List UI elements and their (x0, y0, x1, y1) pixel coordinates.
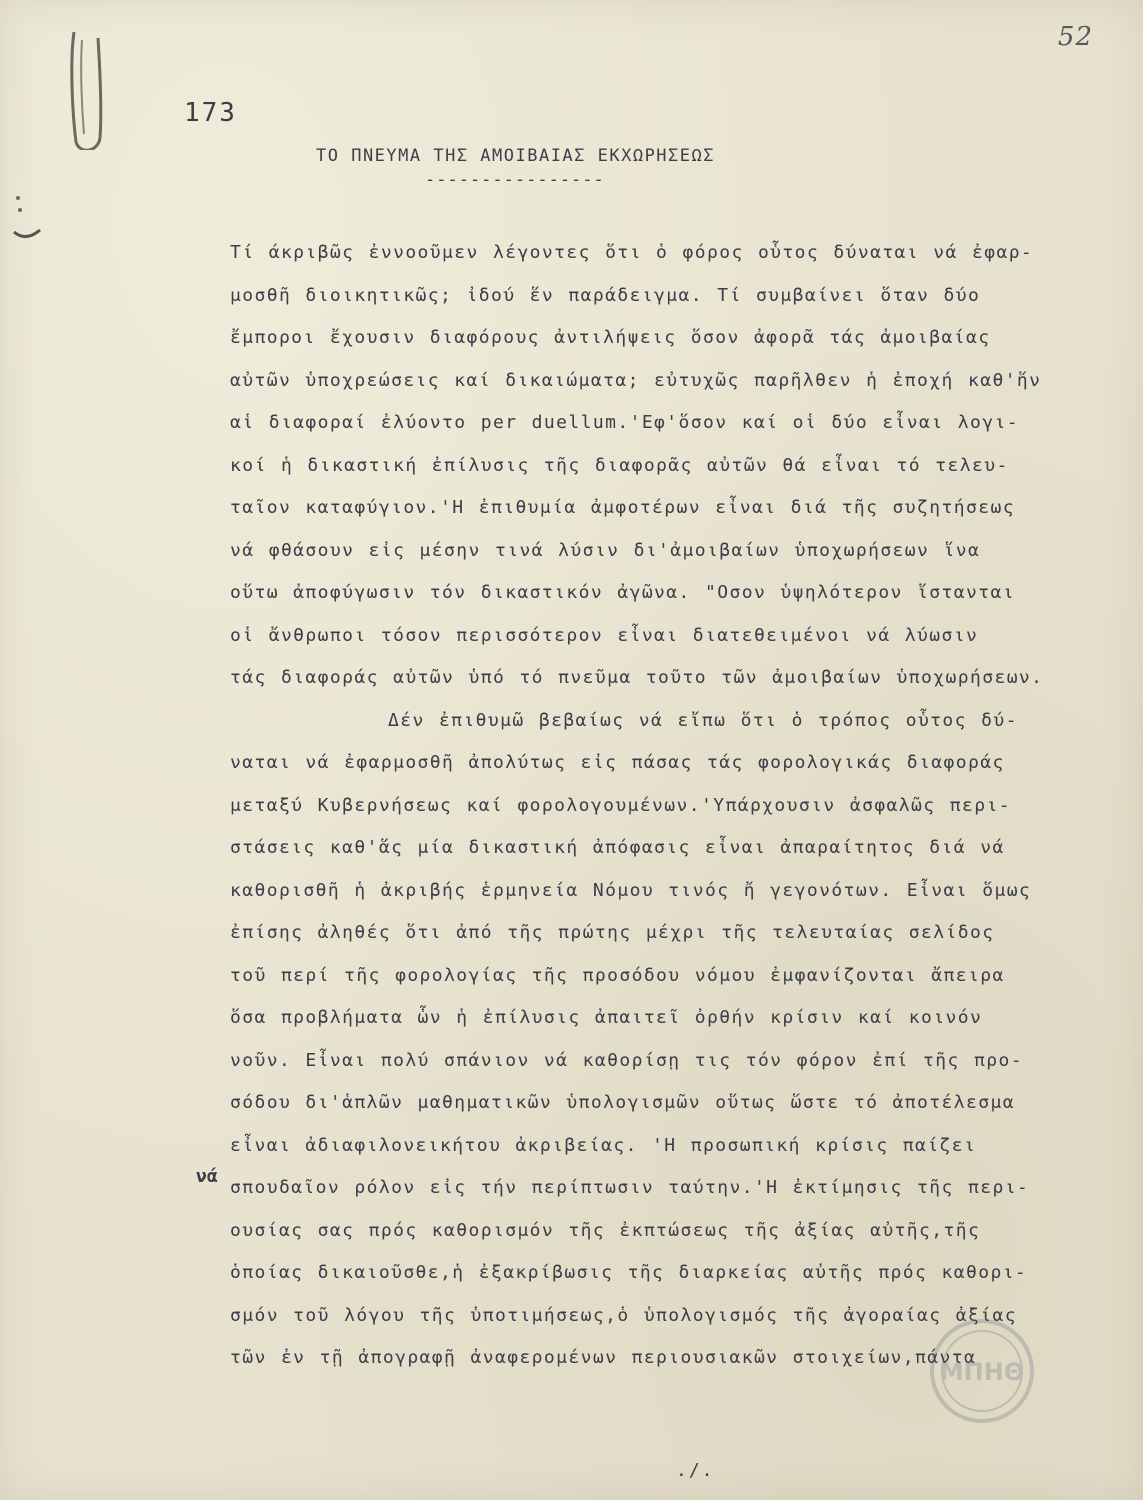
archive-stamp (927, 1316, 1037, 1426)
text-line: τοῦ περί τῆς φορολογίας τῆς προσόδου νόμου ἐμφανίζονται ἄπειρα (230, 964, 1005, 986)
text-line: ταῖον καταφύγιον.'Η ἐπιθυμία ἀμφοτέρων εἶναι διά τῆς συζητήσεως (230, 497, 1015, 518)
text-line: σπουδαῖον ρόλον εἰς τήν περίπτωσιν ταύτην.'Η ἐκτίμησις τῆς περι- (230, 1177, 1030, 1198)
text-line: καθορισθῆ ἡ ἀκριβής ἑρμηνεία Νόμου τινός ἤ γεγονότων. Εἶναι ὅμως (230, 879, 1032, 901)
body-text (230, 232, 1130, 1380)
text-line: μεταξύ Κυβερνήσεως καί φορολογουμένων.'Υπάρχουσιν ἀσφαλῶς περι- (230, 794, 1011, 816)
text-line: οἱ ἄνθρωποι τόσον περισσότερον εἶναι διατεθειμένοι νά λύωσιν (230, 624, 979, 646)
text-line: κοί ἡ δικαστική ἐπίλυσις τῆς διαφορᾶς αὐτῶν θά εἶναι τό τελευ- (230, 454, 1009, 476)
text-line: στάσεις καθ'ἅς μία δικαστική ἀπόφασις εἶναι ἀπαραίτητος διά νά (230, 837, 1005, 858)
text-line: ἐπίσης ἀληθές ὅτι ἀπό τῆς πρώτης μέχρι τῆς τελευταίας σελίδος (230, 922, 995, 943)
text-line: ἔμποροι ἔχουσιν διαφόρους ἀντιλήψεις ὅσον ἀφορᾶ τάς ἀμοιβαίας (230, 327, 991, 348)
text-line: ουσίας σας πρός καθορισμόν τῆς ἐκπτώσεως τῆς ἀξίας αὐτῆς,τῆς (230, 1219, 981, 1241)
text-line: εἶναι ἀδιαφιλονεικήτου ἀκριβείας. 'Η προσωπική κρίσις παίζει (230, 1134, 977, 1156)
title-underline: ---------------- (425, 170, 605, 190)
text-line: σόδου δι'ἁπλῶν μαθηματικῶν ὑπολογισμῶν οὕτως ὥστε τό ἀποτέλεσμα (230, 1092, 1015, 1113)
text-line: τάς διαφοράς αὐτῶν ὑπό τό πνεῦμα τοῦτο τῶν ἀμοιβαίων ὑποχωρήσεων. (230, 667, 1044, 688)
text-line: σμόν τοῦ λόγου τῆς ὑποτιμήσεως,ὁ ὑπολογισμός τῆς ἀγοραίας ἀξίας (230, 1304, 1017, 1326)
punch-hole-mark (12, 190, 52, 250)
text-line: αὐτῶν ὑποχρεώσεις καί δικαιώματα; εὐτυχῶς παρῆλθεν ἡ ἐποχή καθ'ἥν (230, 369, 1042, 391)
page-continuation-mark: ./. (676, 1460, 715, 1481)
text-line: τῶν ἐν τῇ ἀπογραφῇ ἀναφερομένων περιουσιακῶν στοιχείων,πάντα (230, 1347, 977, 1368)
text-line: νά φθάσουν εἰς μέσην τινά λύσιν δι'ἀμοιβαίων ὑποχωρήσεων ἵνα (230, 539, 981, 561)
staple-mark (62, 30, 112, 150)
document-title: ΤΟ ΠΝΕΥΜΑ ΤΗΣ ΑΜΟΙΒΑΙΑΣ ΕΚΧΩΡΗΣΕΩΣ (316, 146, 715, 166)
stamp-text: ΜΠΗΘ (939, 1358, 1025, 1386)
text-line: ὁποίας δικαιοῦσθε,ἡ ἐξακρίβωσις τῆς διαρκείας αὐτῆς πρός καθορι- (230, 1262, 1028, 1283)
text-line: Τί άκριβῶς ἐννοοῦμεν λέγοντες ὅτι ὁ φόρος οὗτος δύναται νά ἐφαρ- (230, 242, 1034, 263)
text-line: ὅσα προβλήματα ὧν ἡ ἐπίλυσις ἀπαιτεῖ ὀρθήν κρίσιν καί κοινόν (230, 1007, 983, 1028)
text-line: αἱ διαφοραί ἐλύοντο per duellum.'Εφ'ὅσον καί οἱ δύο εἶναι λογι- (230, 412, 1019, 433)
document-number: 173 (184, 98, 237, 128)
text-line: μοσθῆ διοικητικῶς; ἰδού ἕν παράδειγμα. Τί συμβαίνει ὅταν δύο (230, 284, 981, 306)
folio-number: 52 (1057, 22, 1093, 52)
text-line: νοῦν. Εἶναι πολύ σπάνιον νά καθορίσῃ τις τόν φόρον ἐπί τῆς προ- (230, 1049, 1023, 1071)
margin-note: νά (196, 1166, 218, 1187)
text-line: οὕτω ἀποφύγωσιν τόν δικαστικόν ἀγῶνα. "Οσον ὑψηλότερον ἵστανται (230, 582, 1015, 603)
text-line: ναται νά ἐφαρμοσθῆ ἀπολύτως εἰς πάσας τάς φορολογικάς διαφοράς (230, 752, 1005, 773)
text-line: Δέν ἐπιθυμῶ βεβαίως νά εἴπω ὅτι ὁ τρόπος οὗτος δύ- (388, 709, 1018, 731)
